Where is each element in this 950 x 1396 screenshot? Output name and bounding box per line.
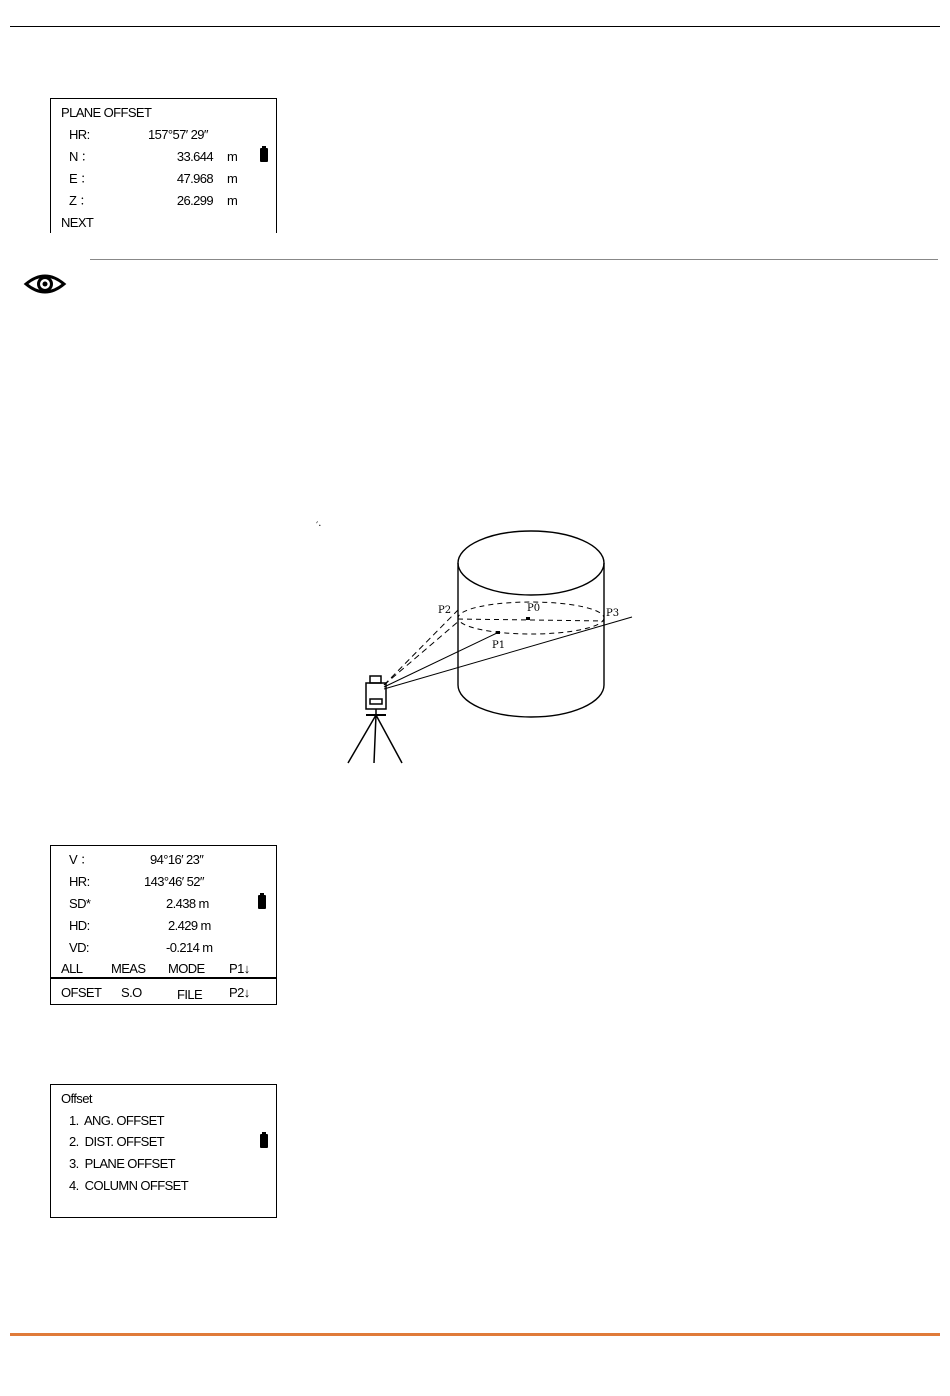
p1-label: P1 (492, 640, 506, 651)
hd-value: 2.429 m (168, 918, 211, 933)
menu-item-column-offset[interactable]: 4. COLUMN OFFSET (69, 1178, 189, 1193)
sd-value: 2.438 m (166, 896, 209, 911)
p2-p3-chord (458, 619, 604, 621)
menu-item-dist-offset[interactable]: 2. DIST. OFFSET (69, 1134, 165, 1149)
v-label: V ： (69, 852, 93, 867)
tripod (348, 715, 402, 763)
sight-lines (384, 610, 632, 689)
menu-item-plane-offset[interactable]: 3. PLANE OFFSET (69, 1156, 175, 1171)
softkey-p1[interactable]: P1↓ (229, 961, 250, 976)
eye-icon (23, 270, 67, 298)
e-unit: m (227, 171, 238, 186)
hr-value: 143°46′ 52″ (144, 874, 204, 889)
softkey-file[interactable]: FILE (177, 987, 203, 1002)
hd-label: HD: (69, 918, 90, 933)
measurement-screen (50, 845, 277, 1005)
z-value: 26.299 (176, 193, 213, 208)
softkey-p2[interactable]: P2↓ (229, 985, 250, 1000)
e-value: 47.968 (176, 171, 213, 186)
battery-icon (258, 895, 266, 909)
offset-menu-screen (50, 1084, 277, 1218)
z-label: Z ： (69, 193, 92, 208)
plane-offset-screen (50, 98, 277, 233)
hr-value: 157°57′ 29″ (148, 127, 208, 142)
hr-label: HR: (69, 127, 90, 142)
n-label: N ： (69, 149, 94, 164)
sd-label: SD* (69, 896, 91, 911)
footer-rule (10, 1333, 940, 1336)
softkey-meas[interactable]: MEAS (111, 961, 146, 976)
p2-label: P2 (438, 605, 452, 616)
hr-label: HR: (69, 874, 90, 889)
cylinder (458, 531, 604, 717)
column-offset-diagram (310, 515, 670, 775)
softkey-ofset[interactable]: OFSET (61, 985, 102, 1000)
vd-value: -0.214 m (166, 940, 213, 955)
next-softkey[interactable]: NEXT (61, 215, 94, 230)
p1-point (496, 631, 500, 634)
note-rule (90, 259, 938, 260)
softkey-so[interactable]: S.O (121, 985, 142, 1000)
n-value: 33.644 (176, 149, 213, 164)
battery-icon (260, 148, 268, 162)
screen-title: PLANE OFFSET (61, 105, 152, 120)
softkey-mode[interactable]: MODE (168, 961, 205, 976)
p0-point (526, 617, 530, 620)
figure-tick: ′· (316, 521, 322, 532)
total-station (366, 676, 386, 715)
menu-item-ang-offset[interactable]: 1. ANG. OFFSET (69, 1113, 165, 1128)
menu-title: Offset (61, 1091, 92, 1106)
p0-label: P0 (527, 603, 541, 614)
n-unit: m (227, 149, 238, 164)
softkey-all[interactable]: ALL (61, 961, 83, 976)
softkey-divider (51, 977, 276, 979)
p3-label: P3 (606, 608, 620, 619)
e-label: E ： (69, 171, 93, 186)
battery-icon (260, 1134, 268, 1148)
z-unit: m (227, 193, 238, 208)
vd-label: VD: (69, 940, 89, 955)
header-rule (10, 26, 940, 27)
v-value: 94°16′ 23″ (150, 852, 204, 867)
